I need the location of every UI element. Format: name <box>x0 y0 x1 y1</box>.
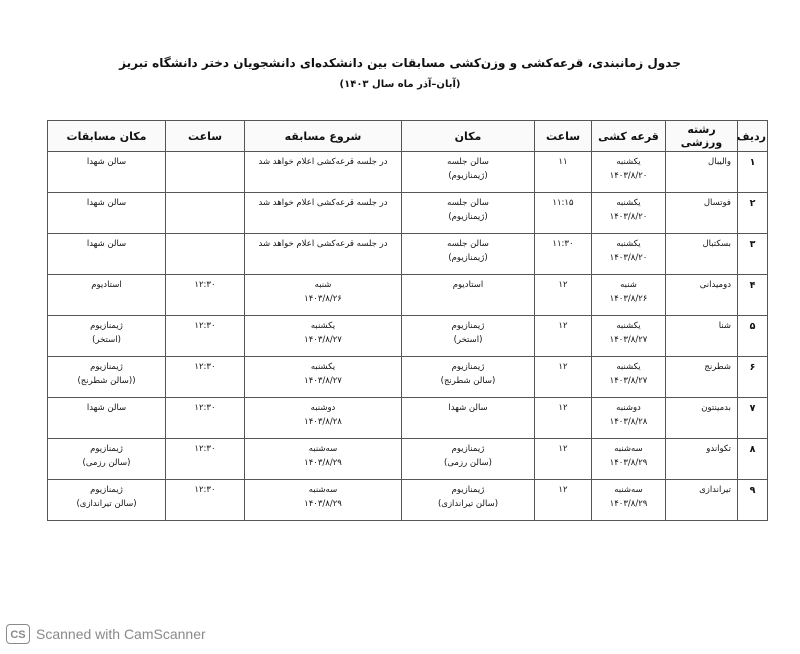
cell-venue-venue1: ژیمنازیوم <box>90 444 123 454</box>
header-row-number: ردیف <box>738 121 768 152</box>
cell-match-start-start1: یکشنبه <box>310 362 336 372</box>
cell-match-start <box>245 275 402 316</box>
cell-sport <box>666 357 738 398</box>
cell-draw-time <box>535 357 592 398</box>
cell-row-number-num: ۷ <box>749 403 756 414</box>
table-row <box>48 193 768 234</box>
cell-sport-sport: دومیدانی <box>699 280 731 290</box>
cell-match-start <box>245 193 402 234</box>
cell-draw-time-draw-time: ۱۱:۳۰ <box>552 239 574 249</box>
cell-draw-time <box>535 152 592 193</box>
cell-draw-time-draw-time: ۱۲ <box>558 321 568 331</box>
cell-draw-place <box>402 398 535 439</box>
cell-row-number <box>738 398 768 439</box>
cell-draw-date-draw-day: یکشنبه <box>616 239 641 249</box>
cell-sport-sport: بسکتبال <box>702 239 731 249</box>
cell-draw-date <box>592 234 666 275</box>
cell-draw-place-place2: (استخر) <box>453 335 483 345</box>
cell-draw-place <box>402 234 535 275</box>
cell-draw-time-draw-time: ۱۲ <box>558 485 568 495</box>
cell-match-start-start1: در جلسه قرعه‌کشی اعلام خواهد شد <box>258 239 388 249</box>
cell-match-start-start1: یکشنبه <box>310 321 336 331</box>
cell-draw-date <box>592 275 666 316</box>
header-match-time: ساعت <box>166 121 245 152</box>
cell-row-number <box>738 275 768 316</box>
table-body <box>48 152 768 521</box>
cell-row-number <box>738 480 768 521</box>
cell-sport-sport: تیراندازی <box>699 485 731 495</box>
cell-draw-date <box>592 398 666 439</box>
cell-draw-date-draw-date: ۱۴۰۳/۸/۲۹ <box>609 499 648 509</box>
cell-venue <box>48 275 166 316</box>
cell-draw-date-draw-day: یکشنبه <box>616 157 641 167</box>
cell-match-time <box>166 398 245 439</box>
table-row <box>48 398 768 439</box>
cell-venue-venue1: ژیمنازیوم <box>90 362 123 372</box>
cell-match-start-start2: ۱۴۰۳/۸/۲۶ <box>304 294 342 304</box>
cell-match-time-match-time: ۱۲:۳۰ <box>194 362 216 372</box>
table-row <box>48 439 768 480</box>
cell-match-start-start1: سه‌شنبه <box>308 444 338 454</box>
cell-match-start <box>245 480 402 521</box>
cell-match-time <box>166 439 245 480</box>
table-row <box>48 152 768 193</box>
cell-sport <box>666 316 738 357</box>
cell-draw-time-draw-time: ۱۱ <box>558 157 568 167</box>
cell-sport <box>666 275 738 316</box>
cell-sport-sport: شنا <box>718 321 731 331</box>
cell-draw-place-place1: ژیمنازیوم <box>451 444 485 454</box>
cell-match-start-start2: ۱۴۰۳/۸/۲۸ <box>304 417 342 427</box>
cell-venue <box>48 439 166 480</box>
cell-sport <box>666 439 738 480</box>
cell-row-number-num: ۶ <box>749 362 756 373</box>
cell-draw-place-place2: (سالن شطرنج) <box>440 376 496 386</box>
cell-sport-sport: والیبال <box>708 157 731 167</box>
cell-draw-place <box>402 316 535 357</box>
header-draw-place: مکان <box>402 121 535 152</box>
cell-match-time <box>166 480 245 521</box>
cell-draw-date-draw-day: دوشنبه <box>616 403 641 413</box>
cell-match-time-match-time: ۱۲:۳۰ <box>194 321 216 331</box>
cell-venue <box>48 234 166 275</box>
cell-draw-time <box>535 275 592 316</box>
cell-venue-venue1: ژیمنازیوم <box>90 485 123 495</box>
cell-match-time <box>166 316 245 357</box>
cell-draw-place-place1: سالن شهدا <box>448 403 488 413</box>
cell-venue-venue1: سالن شهدا <box>86 403 127 413</box>
cell-draw-place-place1: ژیمنازیوم <box>451 321 485 331</box>
cell-draw-date <box>592 152 666 193</box>
cell-draw-time <box>535 480 592 521</box>
cell-draw-place-place2: (ژیمنازیوم) <box>448 212 488 222</box>
cell-draw-date-draw-day: شنبه <box>620 280 637 290</box>
cell-venue-venue1: سالن شهدا <box>86 198 127 208</box>
cell-draw-date <box>592 193 666 234</box>
cell-match-start-start1: سه‌شنبه <box>308 485 338 495</box>
cell-row-number <box>738 316 768 357</box>
cell-match-start <box>245 152 402 193</box>
cell-row-number <box>738 357 768 398</box>
cell-sport <box>666 480 738 521</box>
cell-sport-sport: تکواندو <box>706 444 731 454</box>
cell-row-number-num: ۵ <box>749 321 756 332</box>
cell-row-number-num: ۱ <box>749 157 756 168</box>
cell-sport <box>666 152 738 193</box>
cell-match-time <box>166 234 245 275</box>
cell-draw-date-draw-date: ۱۴۰۳/۸/۲۰ <box>609 171 648 181</box>
cell-venue <box>48 316 166 357</box>
cell-venue-venue2: (سالن رزمی) <box>82 458 131 468</box>
header-match-start: شروع مسابقه <box>245 121 402 152</box>
cell-row-number-num: ۸ <box>749 444 756 455</box>
cell-venue-venue2: (سالن تیراندازی) <box>76 499 137 509</box>
cell-row-number-num: ۴ <box>749 280 756 291</box>
cell-sport-sport: بدمینتون <box>701 403 731 413</box>
cell-draw-date <box>592 480 666 521</box>
table-row <box>48 357 768 398</box>
cell-draw-date-draw-day: یکشنبه <box>616 321 641 331</box>
cell-draw-date-draw-date: ۱۴۰۳/۸/۲۷ <box>609 376 648 386</box>
cell-sport <box>666 193 738 234</box>
cell-match-time-match-time: ۱۲:۳۰ <box>194 485 216 495</box>
cell-draw-time-draw-time: ۱۲ <box>558 280 568 290</box>
cell-match-start-start1: در جلسه قرعه‌کشی اعلام خواهد شد <box>258 198 388 208</box>
cell-row-number <box>738 152 768 193</box>
cell-row-number <box>738 193 768 234</box>
cell-draw-place-place2: (سالن تیراندازی) <box>437 499 499 509</box>
cell-match-time <box>166 275 245 316</box>
cell-draw-place-place1: استادیوم <box>452 280 484 290</box>
cell-draw-time-draw-time: ۱۱:۱۵ <box>552 198 574 208</box>
cell-draw-time <box>535 193 592 234</box>
cell-draw-date-draw-day: یکشنبه <box>616 198 641 208</box>
cell-match-start-start2: ۱۴۰۳/۸/۲۹ <box>304 499 342 509</box>
cell-draw-place <box>402 152 535 193</box>
cell-draw-date-draw-day: یکشنبه <box>616 362 641 372</box>
cell-draw-place-place1: سالن جلسه <box>447 157 489 167</box>
cell-match-start-start2: ۱۴۰۳/۸/۲۹ <box>304 458 342 468</box>
cell-draw-date-draw-date: ۱۴۰۳/۸/۲۸ <box>609 417 648 427</box>
cell-venue <box>48 480 166 521</box>
cell-draw-place <box>402 193 535 234</box>
cell-draw-date <box>592 439 666 480</box>
cell-venue <box>48 398 166 439</box>
cell-draw-date-draw-day: سه‌شنبه <box>614 485 643 495</box>
cell-row-number <box>738 234 768 275</box>
camscanner-logo: CS <box>6 624 30 644</box>
cell-sport <box>666 398 738 439</box>
cell-row-number-num: ۳ <box>749 239 756 250</box>
cell-draw-place-place1: سالن جلسه <box>447 239 489 249</box>
cell-match-start-start1: در جلسه قرعه‌کشی اعلام خواهد شد <box>258 157 388 167</box>
cell-match-start <box>245 234 402 275</box>
cell-match-time-match-time: ۱۲:۳۰ <box>194 280 216 290</box>
cell-match-time-match-time: ۱۲:۳۰ <box>194 444 216 454</box>
cell-draw-time-draw-time: ۱۲ <box>558 362 568 372</box>
cell-draw-date-draw-date: ۱۴۰۳/۸/۲۶ <box>609 294 648 304</box>
table-row <box>48 480 768 521</box>
cell-match-start-start1: دوشنبه <box>310 403 336 413</box>
document-subtitle: (آبان–آذر ماه سال ۱۴۰۳) <box>339 79 461 90</box>
cell-draw-time <box>535 234 592 275</box>
cell-draw-time <box>535 398 592 439</box>
cell-draw-place <box>402 439 535 480</box>
cell-draw-place-place1: ژیمنازیوم <box>451 485 485 495</box>
table-row <box>48 275 768 316</box>
cell-draw-date-draw-date: ۱۴۰۳/۸/۲۷ <box>609 335 648 345</box>
header-venue: مکان مسابقات <box>48 121 166 152</box>
cell-draw-place <box>402 275 535 316</box>
cell-venue <box>48 152 166 193</box>
header-draw-time: ساعت <box>535 121 592 152</box>
cell-draw-time-draw-time: ۱۲ <box>558 403 568 413</box>
cell-venue-venue2: (استخر) <box>92 335 121 345</box>
cell-match-start-start2: ۱۴۰۳/۸/۲۷ <box>304 376 342 386</box>
cell-draw-place-place2: (ژیمنازیوم) <box>448 171 488 181</box>
cell-draw-place <box>402 480 535 521</box>
cell-draw-time <box>535 439 592 480</box>
cell-draw-place-place2: (ژیمنازیوم) <box>448 253 488 263</box>
cell-match-time-match-time: ۱۲:۳۰ <box>194 403 216 413</box>
cell-match-start <box>245 316 402 357</box>
cell-match-start <box>245 439 402 480</box>
cell-venue-venue2: ((سالن شطرنج) <box>77 376 136 386</box>
cell-venue <box>48 193 166 234</box>
cell-venue-venue1: استادیوم <box>91 280 122 290</box>
cell-match-time <box>166 193 245 234</box>
cell-venue-venue1: ژیمنازیوم <box>90 321 123 331</box>
schedule-table <box>47 120 768 521</box>
cell-match-time <box>166 357 245 398</box>
schedule-table-wrapper <box>47 120 767 521</box>
cell-sport-sport: شطرنج <box>704 362 731 372</box>
cell-draw-date-draw-day: سه‌شنبه <box>614 444 643 454</box>
cell-row-number-num: ۹ <box>749 485 756 496</box>
header-draw: قرعه کشی <box>592 121 666 152</box>
cell-draw-date <box>592 357 666 398</box>
cell-venue-venue1: سالن شهدا <box>86 157 127 167</box>
cell-row-number-num: ۲ <box>749 198 756 209</box>
cell-venue <box>48 357 166 398</box>
cell-match-start <box>245 398 402 439</box>
cell-match-start <box>245 357 402 398</box>
table-header-row <box>48 121 768 152</box>
table-row <box>48 234 768 275</box>
cell-draw-place-place1: ژیمنازیوم <box>451 362 485 372</box>
cell-draw-date <box>592 316 666 357</box>
cell-match-start-start1: شنبه <box>314 280 332 290</box>
cell-sport <box>666 234 738 275</box>
cell-venue-venue1: سالن شهدا <box>86 239 127 249</box>
cell-draw-time-draw-time: ۱۲ <box>558 444 568 454</box>
cell-sport-sport: فوتسال <box>703 198 731 208</box>
cell-draw-place-place1: سالن جلسه <box>447 198 489 208</box>
table-row <box>48 316 768 357</box>
cell-draw-time <box>535 316 592 357</box>
document-title: جدول زمانبندی، قرعه‌کشی و وزن‌کشی مسابقات بین دانشکده‌ای دانشجویان دختر دانشگاه تبریز <box>119 56 681 70</box>
cell-row-number <box>738 439 768 480</box>
cell-draw-date-draw-date: ۱۴۰۳/۸/۲۰ <box>609 253 648 263</box>
header-sport: رشته ورزشی <box>666 121 738 152</box>
camscanner-watermark-text: Scanned with CamScanner <box>36 626 206 642</box>
cell-draw-date-draw-date: ۱۴۰۳/۸/۲۰ <box>609 212 648 222</box>
cell-draw-date-draw-date: ۱۴۰۳/۸/۲۹ <box>609 458 648 468</box>
cell-draw-place-place2: (سالن رزمی) <box>444 458 492 468</box>
cell-draw-place <box>402 357 535 398</box>
cell-match-start-start2: ۱۴۰۳/۸/۲۷ <box>304 335 342 345</box>
cell-match-time <box>166 152 245 193</box>
